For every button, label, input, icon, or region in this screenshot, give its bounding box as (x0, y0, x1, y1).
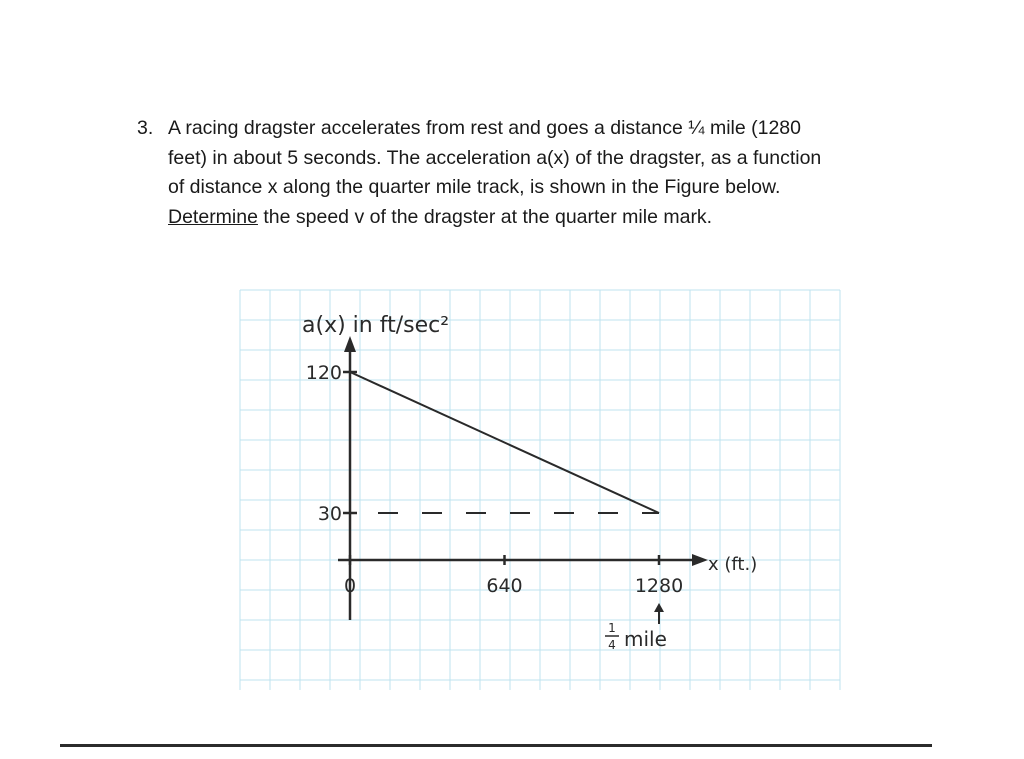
problem-line-2: feet) in about 5 seconds. The acceleration a(x) of the dragster, as a function (168, 146, 822, 169)
problem-number: 3. (137, 117, 154, 139)
graph-paper-grid (240, 290, 840, 690)
quarter-mile-annotation (605, 603, 667, 652)
y-axis-label: a(x) in ft/sec² (302, 313, 450, 338)
x-tick-label: 1280 (634, 575, 684, 597)
y-axis-arrowhead (344, 336, 356, 352)
problem-line-4 (168, 203, 913, 233)
bottom-rule (60, 744, 932, 747)
problem-line-3: of distance x along the quarter mile track, is shown in the Figure below. (168, 176, 781, 198)
fraction-denominator: 4 (608, 638, 616, 652)
problem-line-4-rest: the speed v of the dragster at the quarter mile mark. (257, 205, 713, 228)
x-tick-label: 0 (343, 575, 357, 597)
problem-text (168, 114, 913, 232)
series-lines (350, 372, 659, 513)
y-tick-label: 30 (317, 503, 342, 525)
acceleration-line (350, 372, 659, 513)
axis-ticks (306, 362, 683, 597)
acceleration-graph (230, 280, 850, 700)
x-tick-label: 640 (486, 575, 523, 597)
y-tick-label: 120 (305, 362, 342, 384)
annotation-arrow-head (654, 603, 664, 612)
mile-label: mile (624, 627, 667, 651)
x-axis-arrowhead (692, 554, 708, 566)
problem-line-1: A racing dragster accelerates from rest and goes a distance ¼ mile (1280 (168, 117, 801, 139)
fraction-numerator: 1 (608, 621, 616, 635)
determine-underlined: Determine (168, 205, 258, 228)
x-axis-label: x (ft.) (708, 554, 758, 575)
